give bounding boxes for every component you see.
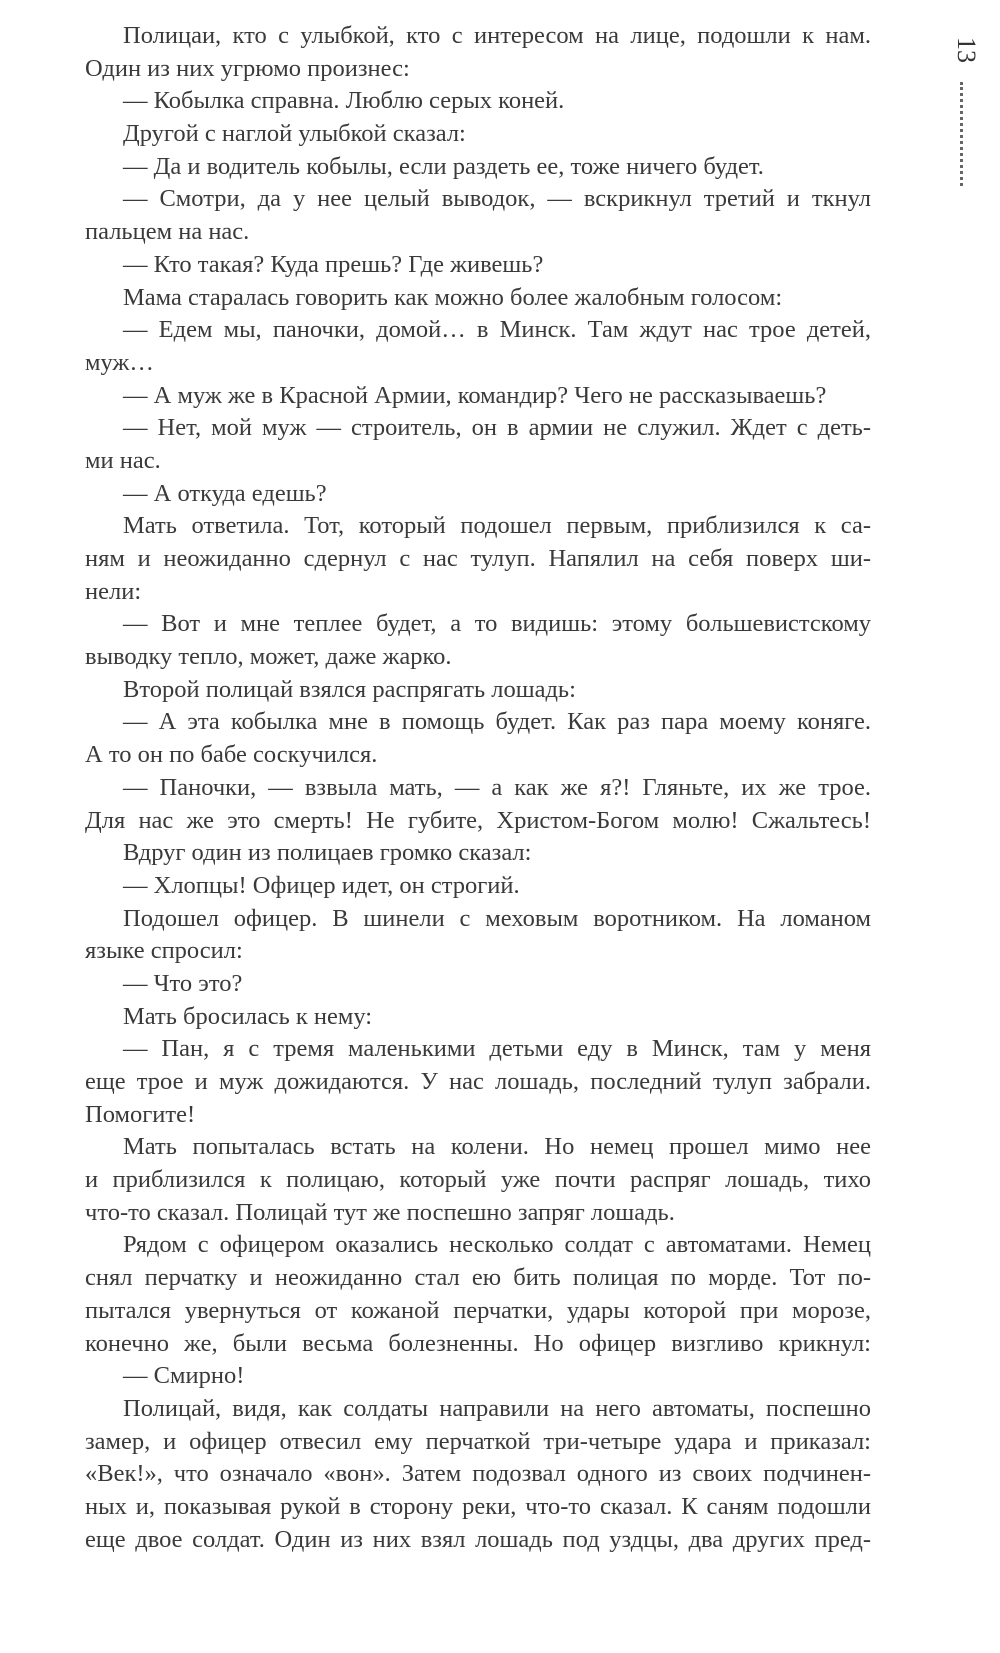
text-line: Вдруг один из полицаев громко сказал: — [123, 839, 532, 867]
text-line: ных и, показывая рукой в сторону реки, что-то сказал. К саням подошли — [85, 1492, 871, 1520]
text-line: Подошел офицер. В шинели с меховым воротником. На ломаном — [123, 904, 871, 932]
text-line: — Кто такая? Куда прешь? Где живешь? — [123, 250, 544, 278]
body-text — [85, 20, 871, 1556]
text-line: — А откуда едешь? — [123, 479, 327, 507]
text-line: — Смотри, да у нее целый выводок, — вскрикнул третий и ткнул — [123, 185, 871, 213]
text-line: А то он по бабе соскучился. — [85, 741, 378, 769]
text-line: и приблизился к полицаю, который уже почти распряг лошадь, тихо — [85, 1166, 871, 1194]
text-line: Мама старалась говорить как можно более жалобным голосом: — [123, 283, 783, 311]
text-line: — Нет, мой муж — строитель, он в армии не служил. Ждет с деть- — [123, 414, 871, 442]
text-line: «Век!», что означало «вон». Затем подозвал одного из своих подчинен- — [85, 1460, 871, 1488]
text-line: нели: — [85, 577, 142, 605]
text-line: — Едем мы, паночки, домой… в Минск. Там ждут нас трое детей, — [123, 316, 871, 344]
text-line: — Кобылка справна. Люблю серых коней. — [123, 87, 565, 115]
text-line: выводку тепло, может, даже жарко. — [85, 643, 452, 671]
text-line: ням и неожиданно сдернул с нас тулуп. Напялил на себя поверх ши- — [85, 545, 871, 572]
text-line: Полицай, видя, как солдаты направили на него автоматы, поспешно — [123, 1394, 871, 1422]
text-line: Мать попыталась встать на колени. Но немец прошел мимо нее — [123, 1133, 871, 1161]
text-line: Полицаи, кто с улыбкой, кто с интересом на лице, подошли к нам. — [123, 22, 871, 49]
text-line: — Пан, я с тремя маленькими детьми еду в Минск, там у меня — [123, 1035, 871, 1063]
text-line: — Смирно! — [123, 1362, 245, 1390]
text-line: ми нас. — [85, 446, 161, 474]
text-line: Мать ответила. Тот, который подошел первым, приблизился к са- — [123, 512, 871, 540]
text-line: что-то сказал. Полицай тут же поспешно запряг лошадь. — [85, 1198, 675, 1226]
text-line: пытался увернуться от кожаной перчатки, удары которой при морозе, — [85, 1296, 871, 1324]
text-line: — Да и водитель кобылы, если раздеть ее, тоже ничего будет. — [123, 152, 764, 180]
text-line: еще двое солдат. Один из них взял лошадь под уздцы, два других пред- — [85, 1525, 871, 1553]
text-line: Мать бросилась к нему: — [123, 1002, 373, 1030]
text-line: — А эта кобылка мне в помощь будет. Как раз пара моему коняге. — [123, 708, 871, 736]
text-line: Другой с наглой улыбкой сказал: — [123, 120, 466, 148]
text-line: Один из них угрюмо произнес: — [85, 54, 410, 82]
text-line: — Что это? — [123, 969, 243, 997]
text-line: муж… — [85, 348, 154, 376]
text-line: — Вот и мне теплее будет, а то видишь: этому большевистскому — [123, 610, 871, 638]
page-number-dotted-rule — [960, 82, 963, 186]
text-line: Помогите! — [85, 1100, 196, 1128]
text-line: — Хлопцы! Офицер идет, он строгий. — [123, 871, 520, 899]
text-line: Второй полицай взялся распрягать лошадь: — [123, 675, 576, 703]
text-line: пальцем на нас. — [85, 218, 250, 246]
text-line: снял перчатку и неожиданно стал ею бить полицая по морде. Тот по- — [85, 1264, 871, 1292]
text-line: конечно же, были весьма болезненны. Но офицер визгливо крикнул: — [85, 1329, 871, 1357]
text-line: — Паночки, — взвыла мать, — а как же я?! Гляньте, их же трое. — [123, 773, 871, 801]
text-line: еще трое и муж дожидаются. У нас лошадь, последний тулуп забрали. — [85, 1068, 871, 1095]
text-line: языке спросил: — [85, 937, 243, 965]
text-line: замер, и офицер отвесил ему перчаткой три-четыре удара и приказал: — [85, 1427, 871, 1455]
text-line: Для нас же это смерть! Не губите, Христом-Богом молю! Сжальтесь! — [85, 806, 871, 834]
text-line: Рядом с офицером оказались несколько солдат с автоматами. Немец — [123, 1231, 871, 1259]
text-line: — А муж же в Красной Армии, командир? Чего не рассказываешь? — [123, 381, 827, 409]
page-number: 13 — [952, 37, 981, 63]
